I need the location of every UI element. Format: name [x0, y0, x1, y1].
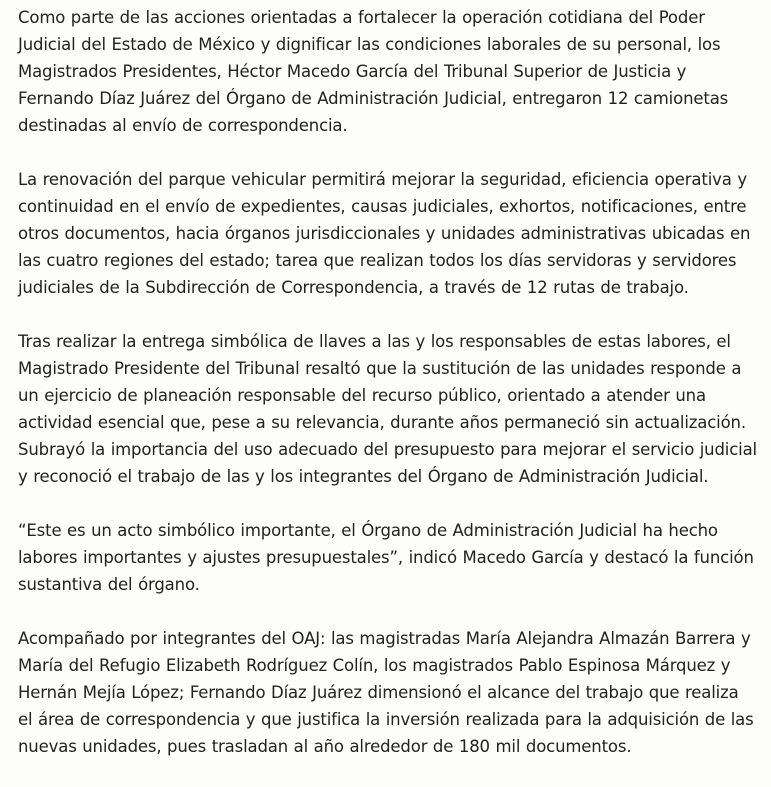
paragraph-quote: “Este es un acto simbólico importante, el Órgano de Administración Judicial ha hecho labores importantes y ajustes presupuestales”, indicó Macedo García y destacó la función sustantiva del órgano. [18, 521, 754, 594]
paragraph-key-delivery: Tras realizar la entrega simbólica de llaves a las y los responsables de estas labores, el Magistrado Presidente del Tribunal resaltó que la sustitución de las unidades responde a un ejercicio de planeación responsable del recurso público, orientado a atender una actividad esencial que, pese a su relevancia, durante años permaneció sin actualización. Subrayó la importancia del uso adecuado del presupuesto para mejorar el servicio judicial y reconoció el trabajo de las y los integrantes del Órgano de Administración Judicial. [18, 332, 757, 486]
article-body [18, 4, 758, 787]
paragraph-vehicle-renewal: La renovación del parque vehicular permitirá mejorar la seguridad, eficiencia operativa y continuidad en el envío de expedientes, causas judiciales, exhortos, notificaciones, entre otros documentos, hacia órganos jurisdiccionales y unidades administrativas ubicadas en las cuatro regiones del estado; tarea que realizan todos los días servidoras y servidores judiciales de la Subdirección de Correspondencia, a través de 12 rutas de trabajo. [18, 170, 751, 297]
paragraph-intro: Como parte de las acciones orientadas a fortalecer la operación cotidiana del Poder Judicial del Estado de México y dignificar las condiciones laborales de su personal, los Magistrados Presidentes, Héctor Macedo García del Tribunal Superior de Justicia y Fernando Díaz Juárez del Órgano de Administración Judicial, entregaron 12 camionetas destinadas al envío de correspondencia. [18, 8, 729, 135]
paragraph-oaj-members: Acompañado por integrantes del OAJ: las magistradas María Alejandra Almazán Barrera y María del Refugio Elizabeth Rodríguez Colín, los magistrados Pablo Espinosa Márquez y Hernán Mejía López; Fernando Díaz Juárez dimensionó el alcance del trabajo que realiza el área de correspondencia y que justifica la inversión realizada para la adquisición de las nuevas unidades, pues trasladan al año alrededor de 180 mil documentos. [18, 629, 754, 756]
